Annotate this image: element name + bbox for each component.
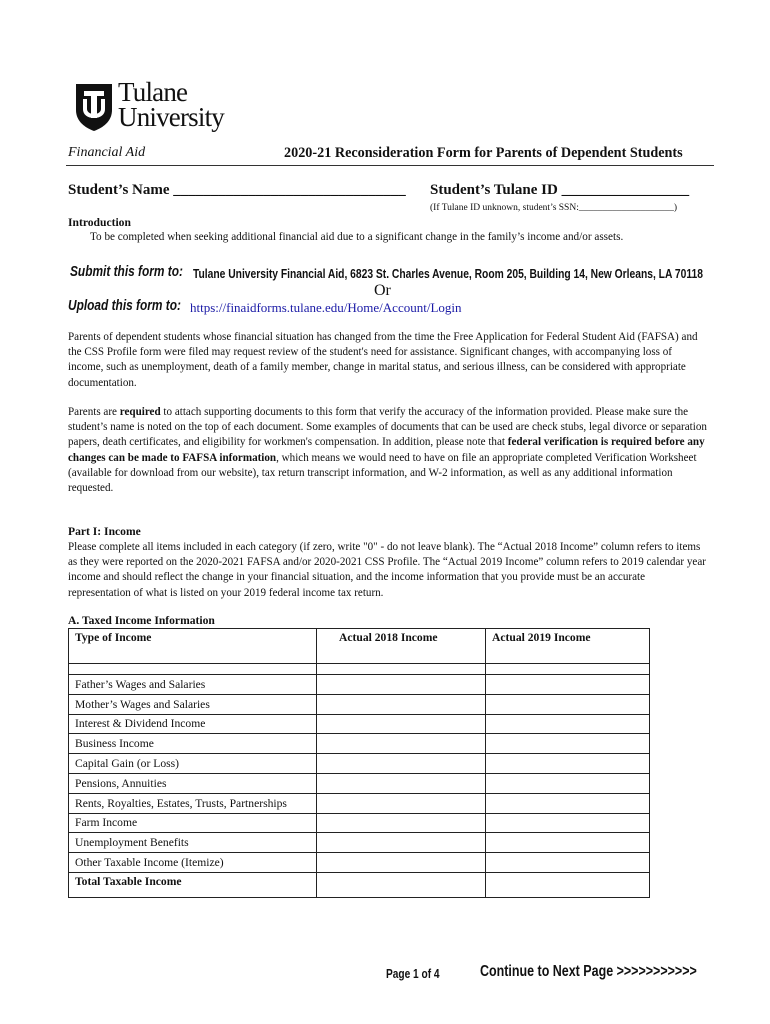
table-row (69, 754, 650, 774)
table-row (69, 773, 650, 793)
table-row (69, 694, 650, 714)
table-row (69, 675, 650, 695)
row-label: Mother’s Wages and Salaries (69, 694, 317, 714)
or-label: Or (374, 282, 391, 299)
amount-2019-input[interactable] (486, 793, 650, 813)
total-row (69, 872, 650, 897)
intro-heading: Introduction (68, 216, 131, 229)
part1-heading: Part I: Income (68, 525, 141, 538)
tulane-logo (74, 77, 234, 138)
amount-2018-input[interactable] (317, 853, 486, 873)
amount-2019-input[interactable] (486, 813, 650, 833)
taxed-table-title: A. Taxed Income Information (68, 614, 215, 627)
form-title: 2020-21 Reconsideration Form for Parents of Dependent Students (284, 145, 683, 161)
table-header-row (69, 629, 650, 664)
amount-2018-input[interactable] (317, 714, 486, 734)
amount-2019-input[interactable] (486, 754, 650, 774)
p2-part2: to attach supporting documents to this form that verify the accuracy of the information provided. Please make sure the student’s name is noted on the top of each document. Some examples of documents that can be used are check stubs, legal divorce or separation papers, death certificates, and eligibility for workmen's compensation. In addition, please note that (68, 406, 707, 449)
total-2018-input[interactable] (317, 872, 486, 897)
row-label: Unemployment Benefits (69, 833, 317, 853)
p2-federal-verification: federal verification is required before any changes can be made to FAFSA information (68, 436, 705, 464)
mailing-address: Tulane University Financial Aid, 6823 St. Charles Avenue, Room 205, Building 14, New Orleans, LA 70118 (193, 266, 703, 281)
amount-2018-input[interactable] (317, 675, 486, 695)
intro-text: To be completed when seeking additional financial aid due to a significant change in the family’s income and/or assets. (90, 231, 624, 243)
spacer-cell (486, 664, 650, 675)
submit-label (70, 264, 208, 281)
amount-2019-input[interactable] (486, 675, 650, 695)
taxed-income-table (68, 628, 650, 898)
row-label: Capital Gain (or Loss) (69, 754, 317, 774)
p2-part3: , which means we would need to have on file an appropriate completed Verification Worksheet (available for download from our website), tax return transcript information, and W-2 information, as well as any additional information requested. (68, 451, 697, 495)
department-label: Financial Aid (68, 145, 146, 160)
amount-2018-input[interactable] (317, 694, 486, 714)
upload-label (68, 298, 206, 315)
row-label: Pensions, Annuities (69, 773, 317, 793)
paragraph-intro: Parents of dependent students whose financial situation has changed from the time the Free Application for Federal Student Aid (FAFSA) and the CSS Profile form were filed may request review of the student's need for assistance. Significant changes, with accompanying loss of income, such as unemployment, death of a family member, change in marital status, and serious illness, can be considered with appropriate documentation. (68, 331, 698, 389)
row-label: Interest & Dividend Income (69, 714, 317, 734)
amount-2018-input[interactable] (317, 833, 486, 853)
page-number: Page 1 of 4 (386, 966, 440, 981)
student-id-field[interactable]: Student’s Tulane ID _________________ (430, 182, 690, 198)
table-row (69, 813, 650, 833)
amount-2018-input[interactable] (317, 773, 486, 793)
amount-2018-input[interactable] (317, 754, 486, 774)
amount-2019-input[interactable] (486, 773, 650, 793)
amount-2018-input[interactable] (317, 793, 486, 813)
col-actual-2019: Actual 2019 Income (486, 629, 650, 664)
upload-label-text: Upload this form to: (68, 298, 181, 314)
row-label: Business Income (69, 734, 317, 754)
paragraph-documents (68, 405, 708, 496)
logo-line-2: University (118, 102, 224, 132)
upload-link[interactable]: https://finaidforms.tulane.edu/Home/Account/Login (190, 300, 462, 315)
col-type-of-income: Type of Income (69, 629, 317, 664)
table-spacer-row (69, 664, 650, 675)
continue-next-page: Continue to Next Page >>>>>>>>>>> (480, 963, 697, 980)
row-label: Farm Income (69, 813, 317, 833)
table-row (69, 734, 650, 754)
p2-required: required (119, 406, 161, 418)
total-2019-input[interactable] (486, 872, 650, 897)
row-label: Father’s Wages and Salaries (69, 675, 317, 695)
tulane-shield-icon (74, 82, 114, 132)
amount-2019-input[interactable] (486, 853, 650, 873)
row-label: Other Taxable Income (Itemize) (69, 853, 317, 873)
amount-2019-input[interactable] (486, 833, 650, 853)
student-name-field[interactable]: Student’s Name _______________________________ (68, 182, 406, 198)
logo-line-1: Tulane (118, 77, 188, 107)
amount-2019-input[interactable] (486, 714, 650, 734)
table-row (69, 793, 650, 813)
table-row (69, 833, 650, 853)
spacer-cell (317, 664, 486, 675)
amount-2018-input[interactable] (317, 734, 486, 754)
col-actual-2018: Actual 2018 Income (317, 629, 486, 664)
table-row (69, 853, 650, 873)
total-label: Total Taxable Income (69, 872, 317, 897)
part1-text: Please complete all items included in each category (if zero, write "0" - do not leave blank). The “Actual 2018 Income” column refers to items as they were reported on the 2020-2021 FAFSA and/or 2020-2021 CSS Profile. The “Actual 2019 Income” column refers to 2019 calendar year income and should reflect the change in your financial situation, and the income information that you provide must be an accurate representation of what is listed on your 2019 federal income tax return. (68, 541, 706, 599)
header-rule (66, 165, 714, 166)
amount-2018-input[interactable] (317, 813, 486, 833)
row-label: Rents, Royalties, Estates, Trusts, Partnerships (69, 793, 317, 813)
amount-2019-input[interactable] (486, 734, 650, 754)
table-row (69, 714, 650, 734)
ssn-note: (If Tulane ID unknown, student’s SSN:____________________) (430, 203, 678, 213)
p2-part1: Parents are (68, 406, 120, 418)
submit-label-text: Submit this form to: (70, 264, 183, 280)
amount-2019-input[interactable] (486, 694, 650, 714)
spacer-cell (69, 664, 317, 675)
